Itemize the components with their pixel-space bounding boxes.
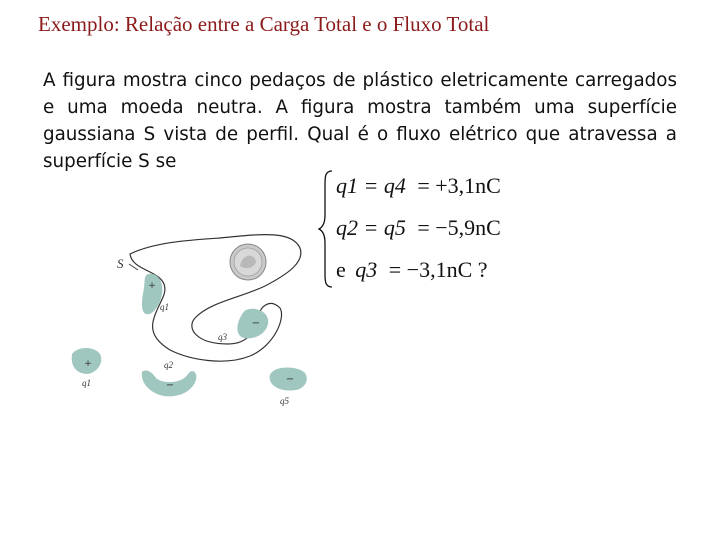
equation-prefix: e xyxy=(336,257,346,282)
equation-rhs: = −3,1nC ? xyxy=(388,257,488,282)
equation-lhs: q3 xyxy=(355,257,378,282)
charge-sign: − xyxy=(251,318,261,329)
piece-label-q1: q1 xyxy=(160,302,169,312)
charge-sign: + xyxy=(84,359,92,369)
equation-lhs: q2 = q5 xyxy=(336,215,406,240)
equation-rhs: = +3,1nC xyxy=(417,173,501,198)
slide-title: Exemplo: Relação entre a Carga Total e o Fluxo Total xyxy=(38,12,490,36)
left-brace xyxy=(319,171,332,287)
charge-sign: + xyxy=(148,281,156,291)
piece-label-q3: q3 xyxy=(218,332,227,342)
piece-label-q5: q5 xyxy=(280,396,289,406)
equation-row-2 xyxy=(336,215,501,240)
equation-lhs: q1 = q4 xyxy=(336,173,406,198)
equation-row-1 xyxy=(336,173,501,198)
equation-row-3 xyxy=(336,257,488,282)
question-paragraph: A figura mostra cinco pedaços de plástico eletricamente carregados e uma moeda neutra. A figura mostra também uma superfície gaussiana S vista de perfil. Qual é o fluxo elétrico que atravessa a superfície S se xyxy=(43,70,677,172)
charge-sign: − xyxy=(165,380,175,391)
charge-equations xyxy=(318,163,538,295)
equation-rhs: = −5,9nC xyxy=(417,215,501,240)
gaussian-surface-figure xyxy=(60,222,320,422)
surface-label-s: S xyxy=(117,256,124,271)
charge-sign: − xyxy=(285,374,295,385)
piece-label-q2: q2 xyxy=(164,360,173,370)
piece-label-q1-outside: q1 xyxy=(82,378,91,388)
coin-icon xyxy=(230,244,266,280)
